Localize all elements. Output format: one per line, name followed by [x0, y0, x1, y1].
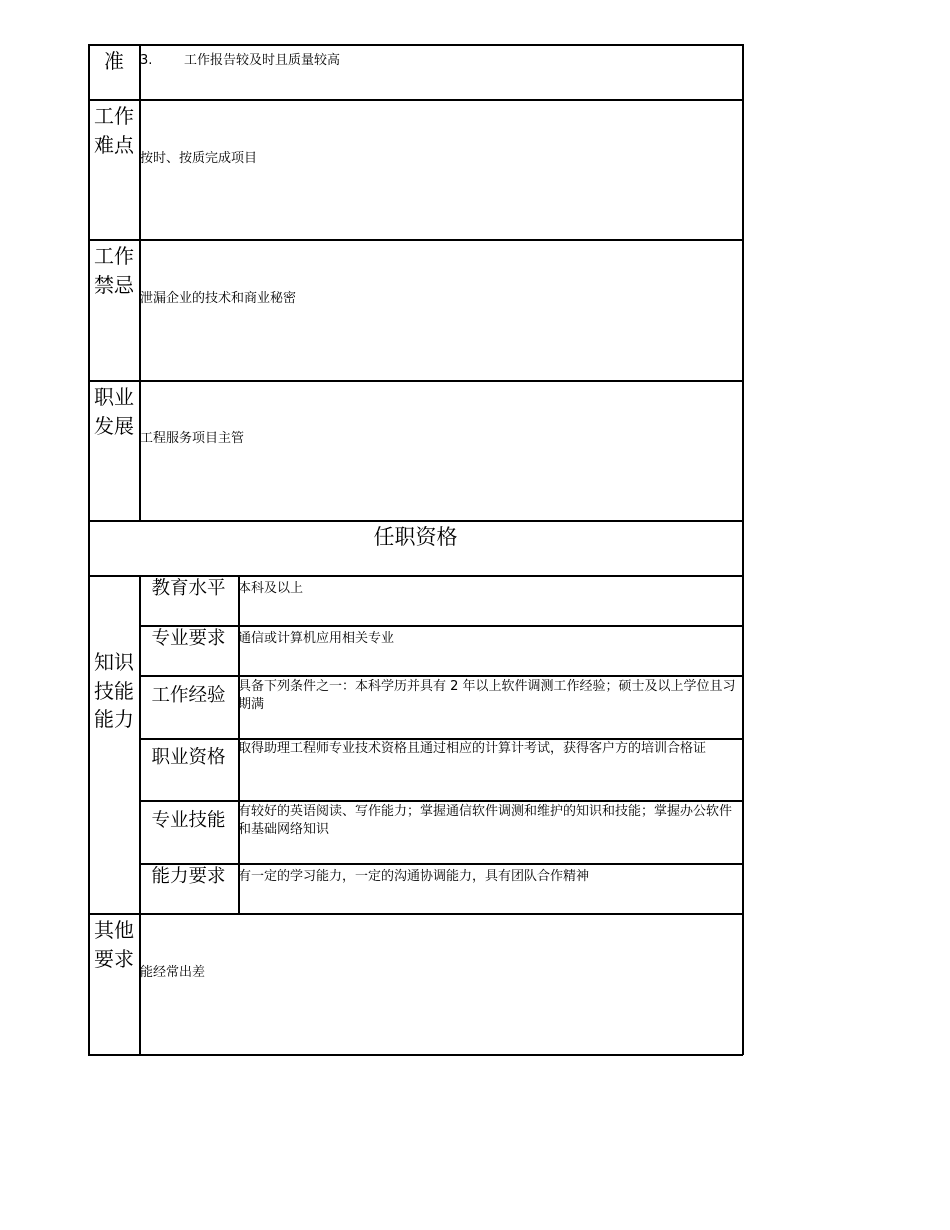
row-label-career: 职业发展 [94, 385, 134, 438]
education-label: 教育水平 [151, 578, 226, 599]
row-label-difficulty: 工作难点 [94, 104, 134, 157]
certification-label: 职业资格 [151, 747, 226, 768]
row-divider [88, 239, 743, 241]
standard-item-number: 3. [140, 53, 153, 68]
row-divider [139, 675, 743, 677]
certification-value: 取得助理工程师专业技术资格且通过相应的计算计考试，获得客户方的培训合格证 [238, 741, 707, 756]
career-text: 工程服务项目主管 [140, 431, 245, 446]
qualification-group-label: 知识技能能力 [94, 650, 134, 731]
skills-value: 有较好的英语阅读、写作能力；掌握通信软件调测和维护的知识和技能；掌握办公软件和基础网络知识 [238, 804, 733, 837]
row-divider [88, 380, 743, 382]
row-label-standard: 准 [104, 49, 124, 73]
difficulty-text: 按时、按质完成项目 [140, 151, 258, 166]
experience-label: 工作经验 [151, 685, 226, 706]
row-divider [88, 99, 743, 101]
experience-value: 具备下列条件之一：本科学历并具有 2 年以上软件调测工作经验；硕士及以上学位且习期满 [238, 679, 736, 712]
major-value: 通信或计算机应用相关专业 [238, 631, 395, 646]
row-divider [139, 800, 743, 802]
skills-label: 专业技能 [151, 810, 226, 831]
major-label: 专业要求 [151, 628, 226, 649]
standard-item-text: 工作报告较及时且质量较高 [184, 53, 341, 68]
ability-value: 有一定的学习能力，一定的沟通协调能力，具有团队合作精神 [238, 869, 590, 884]
other-text: 能经常出差 [140, 965, 206, 980]
ability-label: 能力要求 [151, 866, 226, 887]
qualification-section-title: 任职资格 [373, 525, 458, 549]
row-divider [88, 913, 743, 915]
row-divider [88, 520, 743, 522]
column-divider [139, 44, 141, 521]
education-value: 本科及以上 [238, 581, 304, 596]
row-label-taboo: 工作禁忌 [94, 244, 134, 297]
row-label-other: 其他要求 [94, 918, 134, 971]
table-border-top [88, 44, 743, 46]
table-border-bottom [88, 1054, 743, 1056]
table-border-right [742, 44, 744, 1055]
taboo-text: 泄漏企业的技术和商业秘密 [140, 291, 297, 306]
